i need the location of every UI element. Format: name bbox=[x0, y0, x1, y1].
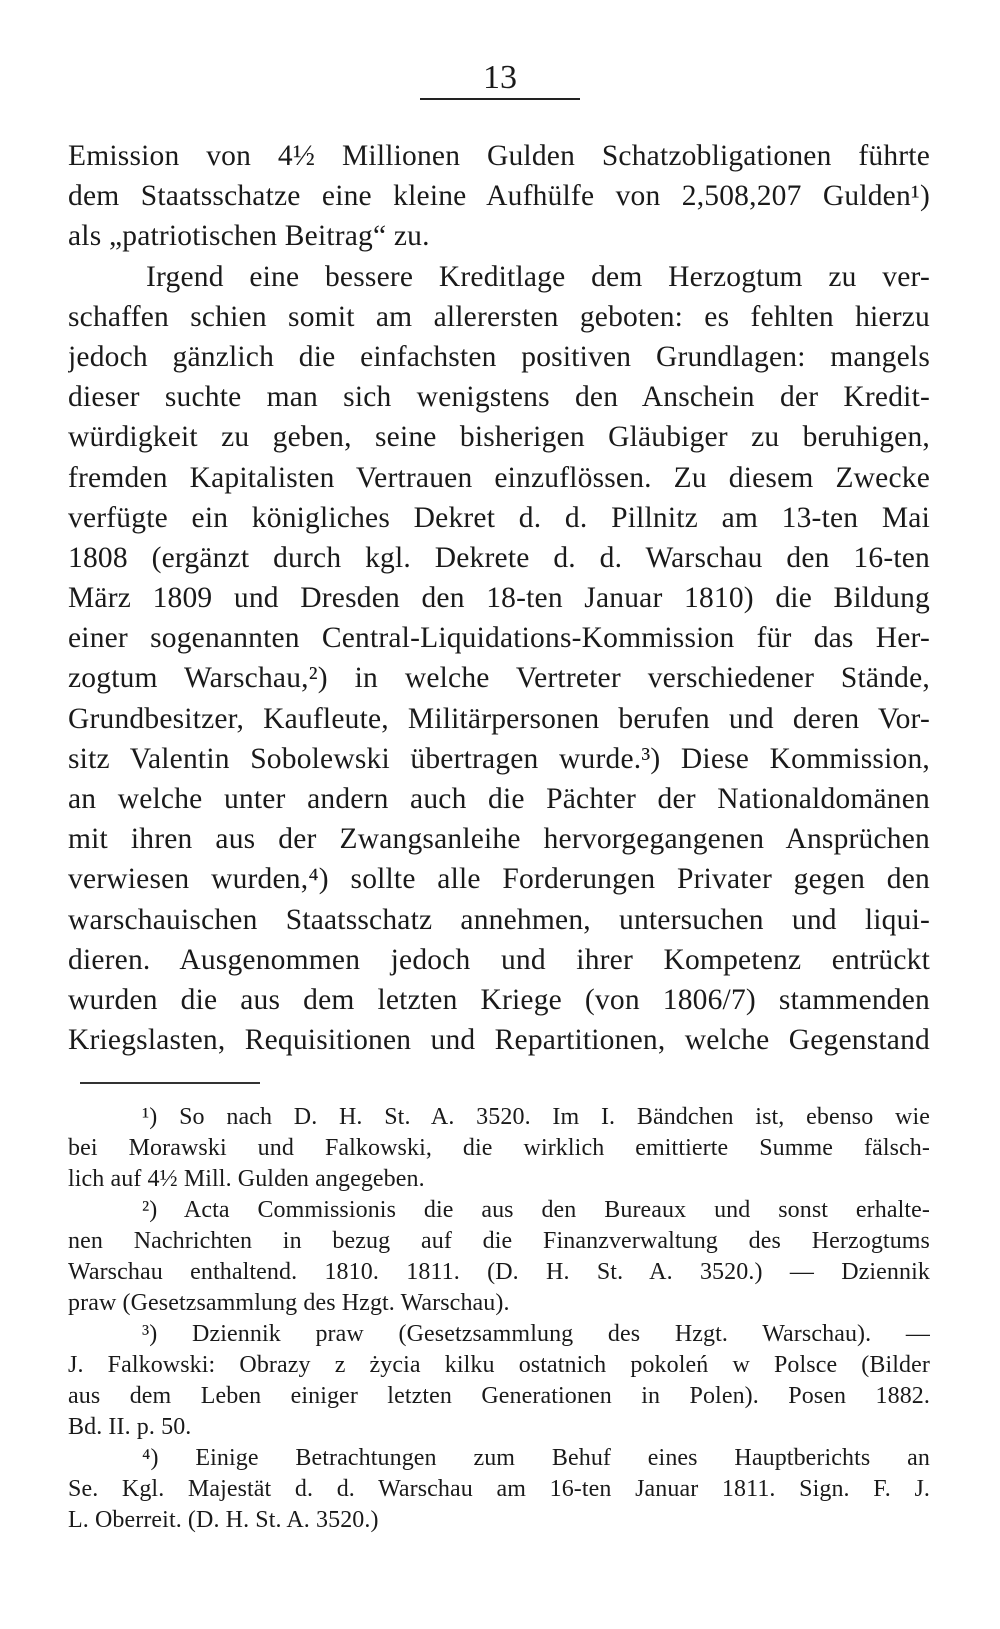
body-line: zogtum Warschau,²) in welche Vertreter verschiedener Stände, bbox=[68, 662, 930, 695]
body-line: Grundbesitzer, Kaufleute, Militärpersonen berufen und deren Vor- bbox=[68, 702, 930, 735]
body-line: verfügte ein königliches Dekret d. d. Pillnitz am 13-ten Mai bbox=[68, 501, 930, 534]
footnote-line: aus dem Leben einiger letzten Generationen in Polen). Posen 1882. bbox=[68, 1383, 930, 1409]
body-line: schaffen schien somit am allerersten geboten: es fehlten hierzu bbox=[68, 300, 930, 333]
footnote-line: Warschau enthaltend. 1810. 1811. (D. H. St. A. 3520.) — Dziennik bbox=[68, 1259, 930, 1285]
footnote-line: bei Morawski und Falkowski, die wirklich emittierte Summe fälsch- bbox=[68, 1135, 930, 1161]
body-line: an welche unter andern auch die Pächter der Nationaldomänen bbox=[68, 783, 930, 815]
body-line: wurden die aus dem letzten Kriege (von 1806/7) stammenden bbox=[68, 983, 930, 1016]
footnote-line: Se. Kgl. Majestät d. d. Warschau am 16-ten Januar 1811. Sign. F. J. bbox=[68, 1476, 930, 1502]
body-line: würdigkeit zu geben, seine bisherigen Gläubiger zu beruhigen, bbox=[68, 421, 930, 454]
body-line: Kriegslasten, Requisitionen und Repartitionen, welche Gegenstand bbox=[68, 1024, 930, 1057]
footnote-line: ¹) So nach D. H. St. A. 3520. Im I. Bändchen ist, ebenso wie bbox=[142, 1104, 930, 1130]
body-line: Irgend eine bessere Kreditlage dem Herzogtum zu ver- bbox=[146, 260, 930, 293]
body-line: dem Staatsschatze eine kleine Aufhülfe von 2,508,207 Gulden¹) bbox=[68, 180, 930, 213]
body-text bbox=[68, 136, 930, 1060]
footnote-line: ³) Dziennik praw (Gesetzsammlung des Hzgt. Warschau). — bbox=[142, 1321, 930, 1347]
body-line: dieser suchte man sich wenigstens den Anschein der Kredit- bbox=[68, 381, 930, 414]
body-line: fremden Kapitalisten Vertrauen einzuflössen. Zu diesem Zwecke bbox=[68, 461, 930, 494]
body-line: als „patriotischen Beitrag“ zu. bbox=[68, 220, 430, 253]
footnote-line: lich auf 4½ Mill. Gulden angegeben. bbox=[68, 1166, 425, 1192]
page-number: 13 bbox=[483, 59, 517, 96]
body-line: einer sogenannten Central-Liquidations-Kommission für das Her- bbox=[68, 622, 930, 655]
footnote-line: ⁴) Einige Betrachtungen zum Behuf eines Hauptberichts an bbox=[142, 1445, 930, 1471]
body-line: sitz Valentin Sobolewski übertragen wurde.³) Diese Kommission, bbox=[68, 742, 930, 775]
footnote-line: Bd. II. p. 50. bbox=[68, 1414, 192, 1440]
body-line: warschauischen Staatsschatz annehmen, untersuchen und liqui- bbox=[68, 903, 930, 936]
body-line: 1808 (ergänzt durch kgl. Dekrete d. d. Warschau den 16-ten bbox=[68, 541, 930, 574]
body-line: dieren. Ausgenommen jedoch und ihrer Kompetenz entrückt bbox=[68, 943, 930, 976]
footnote-line: ²) Acta Commissionis die aus den Bureaux und sonst erhalte- bbox=[142, 1197, 930, 1223]
body-line: Emission von 4½ Millionen Gulden Schatzobligationen führte bbox=[68, 140, 930, 172]
page-number-rule bbox=[420, 98, 580, 100]
body-line: jedoch gänzlich die einfachsten positiven Grundlagen: mangels bbox=[68, 340, 930, 373]
footnote-rule bbox=[80, 1082, 260, 1084]
footnote-line: J. Falkowski: Obrazy z życia kilku ostatnich pokoleń w Polsce (Bilder bbox=[68, 1352, 930, 1378]
footnote-line: nen Nachrichten in bezug auf die Finanzverwaltung des Herzogtums bbox=[68, 1228, 930, 1254]
footnotes bbox=[68, 1102, 930, 1536]
footnote-line: L. Oberreit. (D. H. St. A. 3520.) bbox=[68, 1507, 379, 1533]
body-line: verwiesen wurden,⁴) sollte alle Forderungen Privater gegen den bbox=[68, 863, 930, 896]
footnote-line: praw (Gesetzsammlung des Hzgt. Warschau). bbox=[68, 1290, 510, 1316]
body-line: mit ihren aus der Zwangsanleihe hervorgegangenen Ansprüchen bbox=[68, 823, 930, 856]
body-line: März 1809 und Dresden den 18-ten Januar 1810) die Bildung bbox=[68, 582, 930, 615]
